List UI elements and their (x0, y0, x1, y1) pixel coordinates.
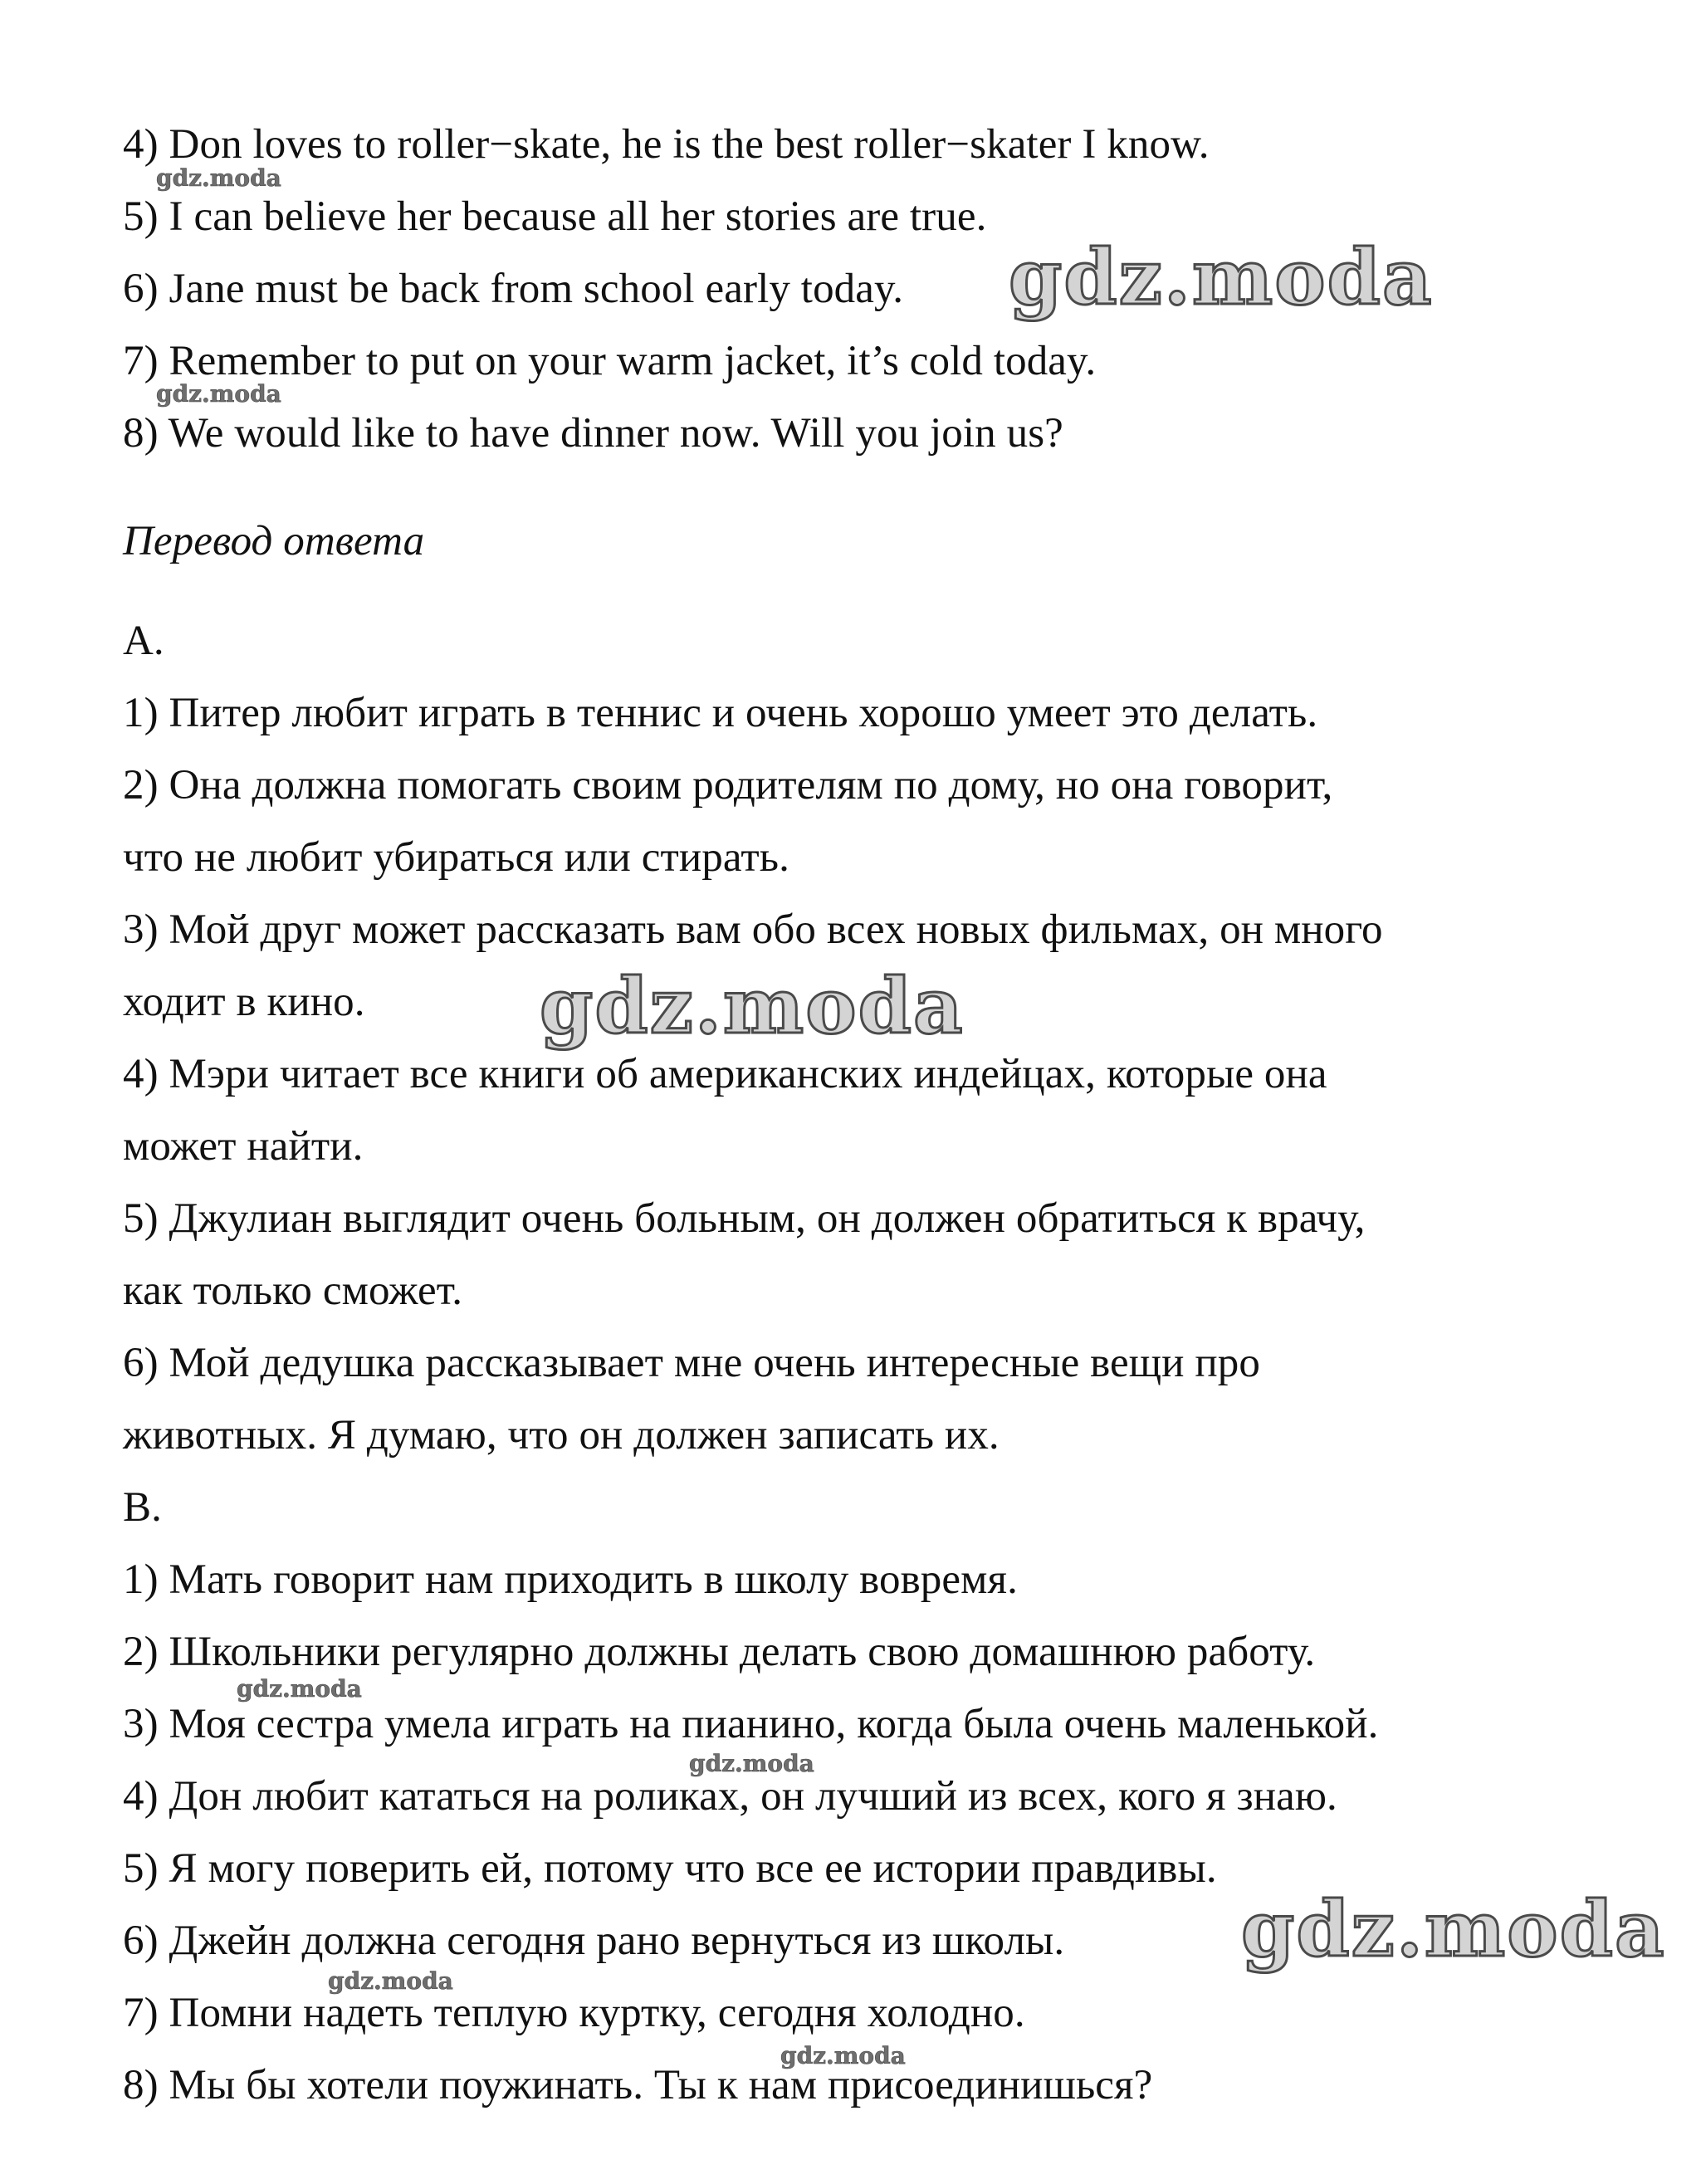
section-a-line: как только сможет. (123, 1268, 463, 1314)
watermark-small: gdz.moda (328, 1967, 453, 1995)
english-answer-5: 5) I can believe her because all her stories are true. (123, 193, 987, 240)
english-answer-8: 8) We would like to have dinner now. Will you join us? (123, 410, 1063, 457)
watermark-large: gdz.moda (1241, 1884, 1666, 1974)
section-b-line: 2) Школьники регулярно должны делать свою домашнюю работу. (123, 1629, 1316, 1675)
section-a-line: 5) Джулиан выглядит очень больным, он должен обратиться к врачу, (123, 1195, 1366, 1242)
translation-heading: Перевод ответа (123, 518, 425, 564)
section-a-line: 1) Питер любит играть в теннис и очень хорошо умеет это делать. (123, 690, 1318, 736)
watermark-small: gdz.moda (780, 2042, 906, 2069)
watermark-small: gdz.moda (689, 1750, 814, 1777)
watermark-large: gdz.moda (540, 961, 965, 1051)
section-a-line: 4) Мэри читает все книги об американских индейцах, которые она (123, 1051, 1327, 1097)
section-b-line: 4) Дон любит кататься на роликах, он лучший из всех, кого я знаю. (123, 1773, 1337, 1820)
watermark-small: gdz.moda (156, 164, 281, 192)
section-a-line: животных. Я думаю, что он должен записать их. (123, 1412, 1000, 1458)
section-b-line: 7) Помни надеть теплую куртку, сегодня холодно. (123, 1990, 1025, 2036)
english-answer-6: 6) Jane must be back from school early today. (123, 266, 904, 312)
section-a-line: 3) Мой друг может рассказать вам обо всех новых фильмах, он много (123, 906, 1383, 953)
document-page (123, 0, 1667, 2184)
section-a-line: ходит в кино. (123, 979, 365, 1025)
section-a-line: может найти. (123, 1123, 364, 1170)
watermark-small: gdz.moda (237, 1675, 362, 1703)
section-b-label: B. (123, 1484, 162, 1531)
section-a-line: 6) Мой дедушка рассказывает мне очень интересные вещи про (123, 1340, 1260, 1386)
section-a-label: A. (123, 618, 164, 664)
english-answer-4: 4) Don loves to roller−skate, he is the best roller−skater I know. (123, 121, 1210, 168)
section-b-line: 3) Моя сестра умела играть на пианино, когда была очень маленькой. (123, 1701, 1379, 1747)
section-b-line: 5) Я могу поверить ей, потому что все ее истории правдивы. (123, 1845, 1217, 1892)
english-answer-7: 7) Remember to put on your warm jacket, it’s cold today. (123, 338, 1097, 384)
watermark-large: gdz.moda (1009, 232, 1434, 322)
section-a-line: 2) Она должна помогать своим родителям по дому, но она говорит, (123, 762, 1333, 809)
section-b-line: 8) Мы бы хотели поужинать. Ты к нам присоединишься? (123, 2062, 1153, 2108)
watermark-small: gdz.moda (156, 380, 281, 408)
section-b-line: 6) Джейн должна сегодня рано вернуться из школы. (123, 1918, 1065, 1964)
section-a-line: что не любит убираться или стирать. (123, 834, 789, 881)
section-b-line: 1) Мать говорит нам приходить в школу вовремя. (123, 1556, 1018, 1603)
